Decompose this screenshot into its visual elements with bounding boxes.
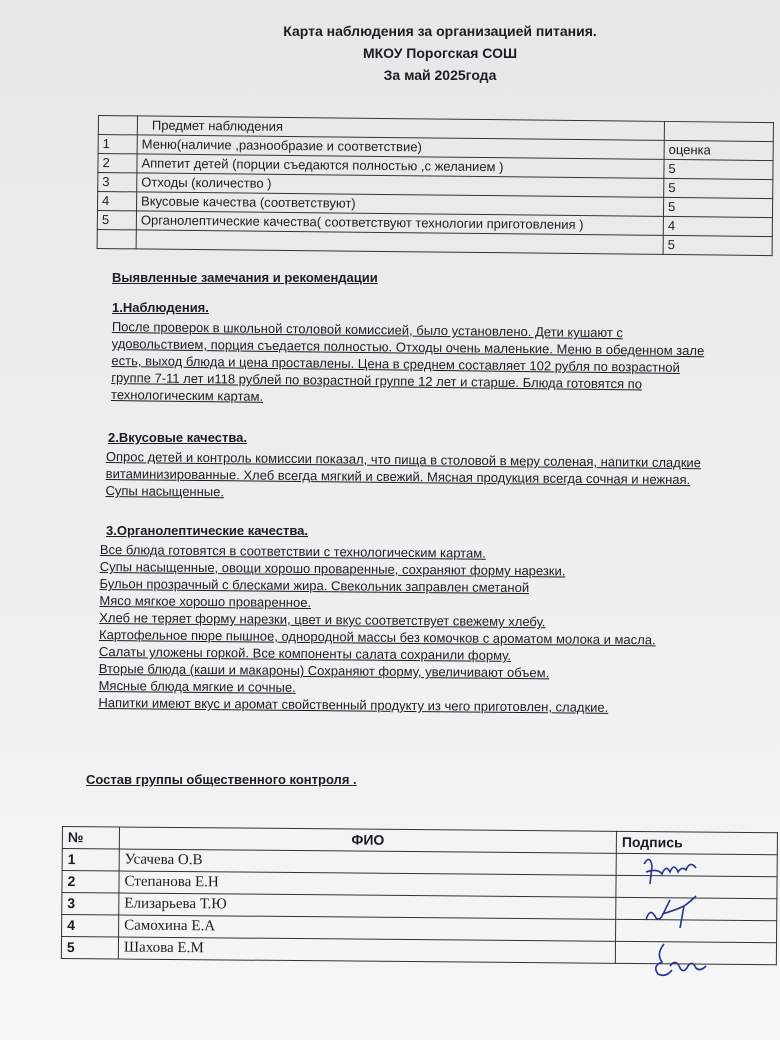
section1-heading: 1.Наблюдения. — [112, 300, 209, 315]
group-heading: Состав группы общественного контроля . — [86, 772, 357, 787]
document-title: Карта наблюдения за организацией питания. — [283, 23, 597, 39]
remarks-heading: Выявленные замечания и рекомендации — [112, 270, 378, 285]
section3-text: Все блюда готовятся в соответствии с технологическим картам. Супы насыщенные, овощи хорошо проваренные, сохраняют форму нарезки. Бульон прозрачный с блесками жира. Свекольник заправлен сметаной Мясо мягкое хорошо проваренное. Хлеб не теряет форму нарезки, цвет и вкус соответствует свежему хлебу. Картофельное пюре пышное, однородной массы без комочков с ароматом молока и масла. Салаты уложены горкой. Все компоненты салата сохранили форму. Вторые блюда (каши и макароны) Сохраняют форму, увеличивают объем. Мясные блюда мягкие и сочные. Напитки имеют вкус и аромат свойственный продукту из чего приготовлен, сладкие. — [98, 541, 656, 715]
signature-3 — [646, 940, 710, 982]
school-name: МКОУ Порогская СОШ — [362, 45, 518, 61]
table-row: 4 Самохина Е.А — [62, 915, 777, 943]
signature-2 — [640, 892, 704, 932]
table-row: 2 Аппетит детей (порции съедаются полностью ,с желанием ) 5 — [98, 154, 773, 180]
table-row: 5 Шахова Е.М — [61, 937, 776, 965]
section2-text: Опрос детей и контроль комиссии показал, что пища в столовой в меру соленая, напитки сладкие витаминизированные. Хлеб всегда мягкий и свежий. Мясная продукция всегда сочная и нежная. Супы насыщенные. — [105, 448, 702, 500]
observation-table — [97, 115, 774, 256]
table-row: 4 Вкусовые качества (соответствуют) 5 — [97, 192, 772, 218]
signature-1 — [636, 852, 706, 888]
table-row: 1 Усачева О.В — [62, 849, 777, 877]
report-period: За май 2025года — [383, 67, 497, 83]
section3-heading: 3.Органолептические качества. — [106, 523, 308, 538]
table-row: 5 — [97, 229, 772, 255]
score-header: оценка — [664, 140, 773, 160]
table-row: 1 Меню(наличие ,разнообразие и соответствие) оценка — [98, 135, 773, 161]
section1-text: После проверок в школьной столовой комиссией, было установлено. Дети кушают с удовольствием, порция съедается полностью. Отходы очень маленькие. Меню в обеденном зале есть, выход блюда и цена проставлены. Цена в среднем составляет 102 рубля по возрастной группе 7-11 лет и118 рублей по возрастной группе 12 лет и старше. Блюда готовятся по технологическим картам. — [110, 318, 705, 404]
group-header-row: № ФИО Подпись — [62, 827, 777, 855]
table-row: 3 Отходы (количество ) 5 — [98, 173, 773, 199]
table-row: 2 Степанова Е.Н — [62, 871, 777, 899]
section2-heading: 2.Вкусовые качества. — [108, 430, 248, 445]
table-row: 3 Елизарьева Т.Ю — [62, 893, 777, 921]
table-row: 5 Органолептические качества( соответствуют технологии приготовления ) 4 — [97, 211, 772, 237]
subject-header: Предмет наблюдения — [137, 116, 664, 141]
